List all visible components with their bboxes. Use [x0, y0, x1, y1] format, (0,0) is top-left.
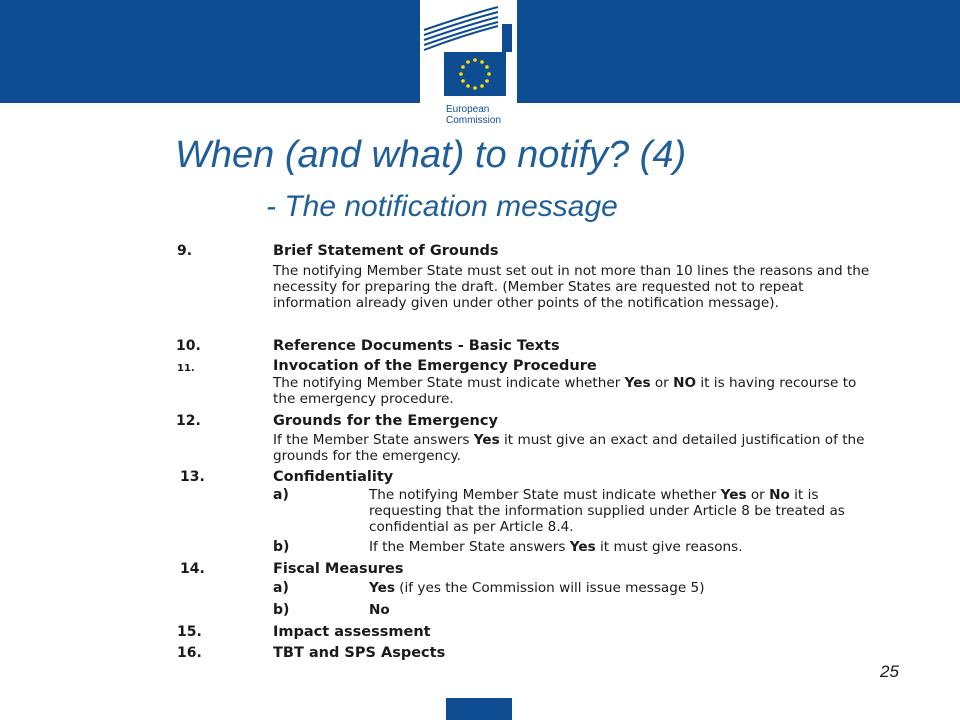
item-14-sub-b-text: No	[369, 602, 390, 618]
logo-text-line1: European	[446, 104, 490, 115]
item-12-number: 12.	[176, 413, 201, 429]
item-13-heading: Confidentiality	[273, 469, 394, 485]
slide-title: When (and what) to notify? (4)	[175, 134, 687, 176]
item-13-sub-b-text: If the Member State answers Yes it must give reasons.	[369, 539, 743, 555]
berlaymont-lines-icon	[420, 0, 517, 52]
item-9-heading: Brief Statement of Grounds	[273, 243, 499, 259]
page-number: 25	[880, 662, 899, 681]
item-15-number: 15.	[177, 624, 202, 640]
item-14-heading: Fiscal Measures	[273, 561, 404, 577]
footer-flag-tab	[446, 698, 512, 720]
item-9-body: The notifying Member State must set out in not more than 10 lines the reasons and the necessity for preparing the draft. (Member States are requested not to repeat information already given under other points of the notification message).	[273, 263, 870, 311]
item-13-sub-a-label: a)	[273, 487, 289, 503]
item-11-body: The notifying Member State must indicate whether Yes or NO it is having recourse to the emergency procedure.	[273, 375, 857, 407]
item-14-sub-a-label: a)	[273, 580, 289, 596]
slide-subtitle: - The notification message	[266, 190, 618, 223]
item-16-heading: TBT and SPS Aspects	[273, 645, 446, 661]
item-12-heading: Grounds for the Emergency	[273, 413, 498, 429]
item-14-sub-b-label: b)	[273, 602, 290, 618]
item-9-number: 9.	[177, 243, 193, 259]
item-13-sub-a-text: The notifying Member State must indicate whether Yes or No it is requesting that the information supplied under Article 8 be treated as confidential as per Article 8.4.	[369, 487, 845, 535]
item-14-sub-a-text: Yes (if yes the Commission will issue message 5)	[369, 580, 705, 596]
item-13-sub-b-label: b)	[273, 539, 290, 555]
item-11-heading: Invocation of the Emergency Procedure	[273, 358, 597, 374]
item-15-heading: Impact assessment	[273, 624, 431, 640]
item-13-number: 13.	[180, 469, 205, 485]
logo-wordmark	[446, 104, 501, 126]
logo-text-line2: Commission	[446, 115, 502, 126]
item-12-body: If the Member State answers Yes it must give an exact and detailed justification of the grounds for the emergency.	[273, 432, 865, 464]
item-14-number: 14.	[180, 561, 205, 577]
item-10-heading: Reference Documents - Basic Texts	[273, 338, 560, 354]
eu-flag-icon	[444, 52, 506, 96]
european-commission-logo	[420, 0, 517, 134]
item-11-number: 11.	[177, 363, 195, 374]
item-16-number: 16.	[177, 645, 202, 661]
item-10-number: 10.	[176, 338, 201, 354]
